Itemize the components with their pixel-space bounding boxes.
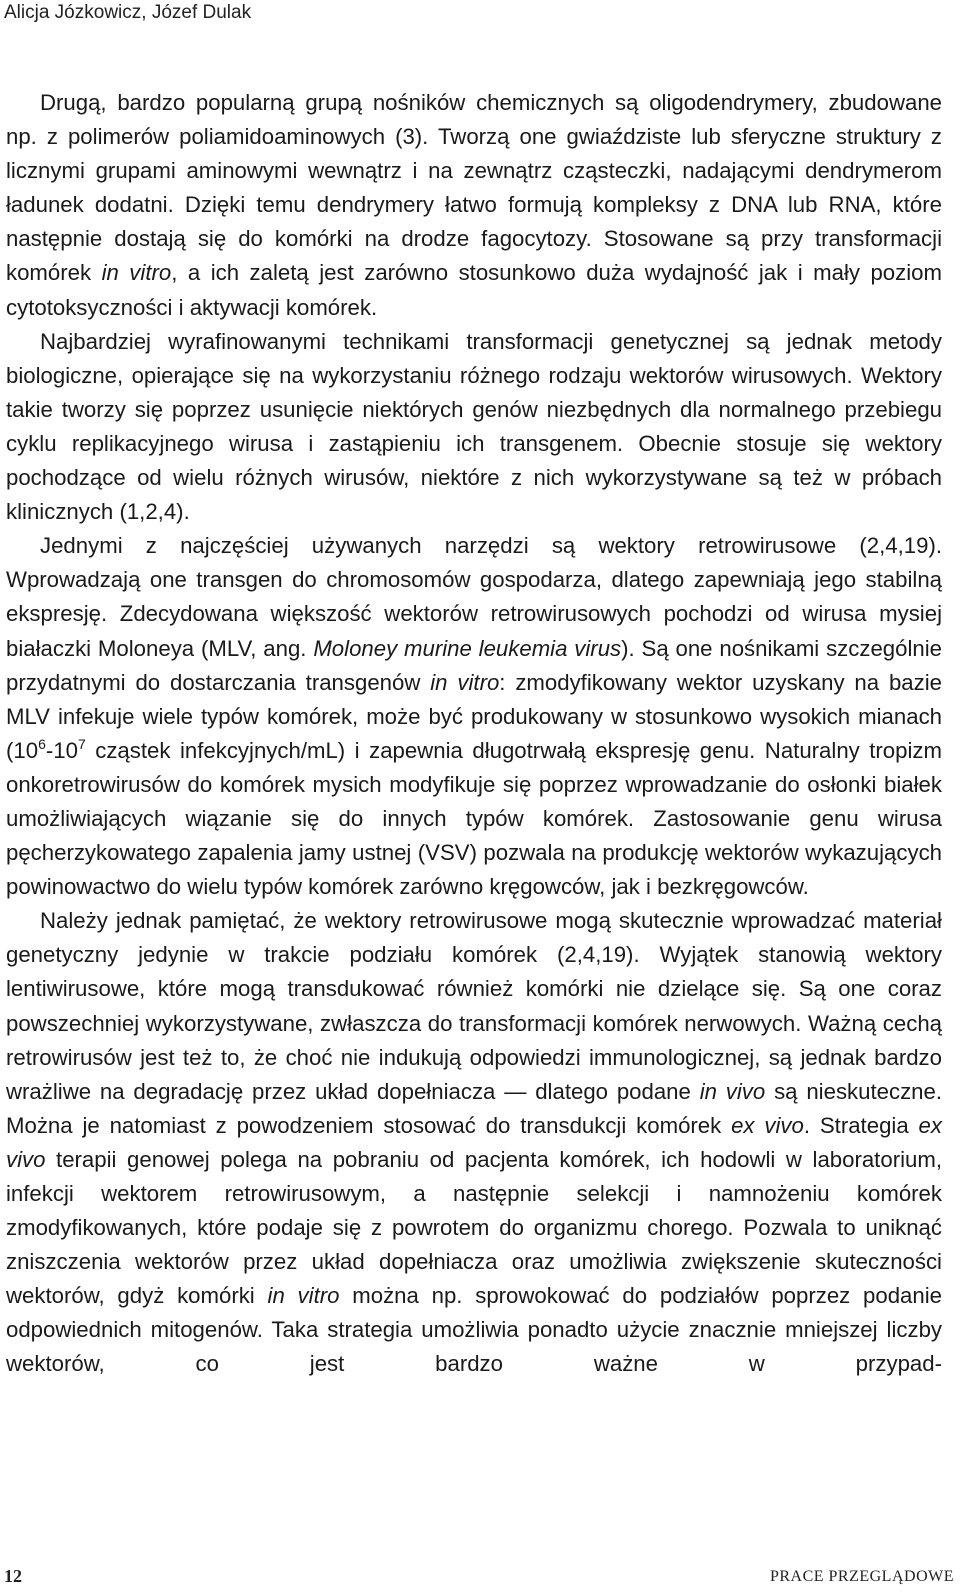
text-run: ). Są one nośnikami szczególnie przydatnymi do dostarczania transgenów bbox=[6, 635, 943, 695]
page-number: 12 bbox=[4, 1566, 22, 1586]
text-run: : zmodyfikowany wektor uzyskany na bazie MLV infekuje wiele typów komórek, może być produkowany w stosunkowo wysokich mianach (10 bbox=[6, 669, 942, 763]
paragraph bbox=[6, 529, 942, 904]
superscript: 7 bbox=[77, 735, 86, 752]
text-run: . Strategia bbox=[803, 1112, 919, 1138]
italic-term: ex vivo bbox=[731, 1112, 804, 1138]
paragraph bbox=[6, 325, 942, 530]
italic-term: in vitro bbox=[101, 260, 172, 286]
italic-term: Moloney murine leukemia virus bbox=[313, 635, 622, 661]
italic-term: ex vivo bbox=[6, 1112, 942, 1172]
paragraph bbox=[6, 904, 942, 1381]
text-run: Najbardziej wyrafinowanymi technikami transformacji genetycznej są jednak metody biologiczne, opierające się na wykorzystaniu różnego rodzaju wektorów wirusowych. Wektory takie tworzy się poprzez usunięcie niektórych genów niezbędnych dla normalnego przebiegu cyklu replikacyjnego wirusa i zastąpieniu ich transgenem. Obecnie stosuje się wektory pochodzące od wielu różnych wirusów, niektóre z nich wykorzystywane są też w próbach klinicznych (1,2,4). bbox=[6, 328, 942, 525]
text-run: można np. sprowokować do podziałów poprzez podanie odpowiednich mitogenów. Taka strategia umożliwia ponadto użycie znacznie mniejszej liczby wektorów, co jest bardzo ważne w przypad- bbox=[6, 1283, 942, 1377]
text-run: terapii genowej polega na pobraniu od pacjenta komórek, ich hodowli w laboratorium, infekcji wektorem retrowirusowym, a następnie selekcji i namnożeniu komórek zmodyfikowanych, które podaje się z powrotem do organizmu chorego. Pozwala to uniknąć zniszczenia wektorów przez układ dopełniacza oraz umożliwia zwiększenie skuteczności wektorów, gdyż komórki bbox=[6, 1146, 942, 1309]
text-run: -10 bbox=[45, 737, 78, 763]
text-run: cząstek infekcyjnych/mL) i zapewnia długotrwałą ekspresję genu. Naturalny tropizm onkoretrowirusów do komórek mysich modyfikuje się poprzez wprowadzanie do osłonki białek umożliwiających wiązanie się do innych typów komórek. Zastosowanie genu wirusa pęcherzykowatego zapalenia jamy ustnej (VSV) pozwala na produkcję wektorów wykazujących powinowactwo do wielu typów komórek zarówno kręgowców, jak i bezkręgowców. bbox=[6, 737, 942, 900]
paragraph bbox=[6, 86, 942, 325]
text-run: , a ich zaletą jest zarówno stosunkowo duża wydajność jak i mały poziom cytotoksyczności i aktywacji komórek. bbox=[6, 260, 942, 320]
text-run: Jednymi z najczęściej używanych narzędzi są wektory retrowirusowe (2,4,19). Wprowadzają one transgen do chromosomów gospodarza, dlatego zapewniają jego stabilną ekspresję. Zdecydowana większość wektorów retrowirusowych pochodzi od wirusa mysiej białaczki Moloneya (MLV, ang. bbox=[6, 533, 942, 661]
text-run: Drugą, bardzo popularną grupą nośników chemicznych są oligodendrymery, zbudowane np. z polimerów poliamidoaminowych (3). Tworzą one gwiaździste lub sferyczne struktury z licznymi grupami aminowymi wewnątrz i na zewnątrz cząsteczki, nadającymi dendrymerom ładunek dodatni. Dzięki temu dendrymery łatwo formują kompleksy z DNA lub RNA, które następnie dostają się do komórki na drodze fagocytozy. Stosowane są przy transformacji komórek bbox=[6, 90, 942, 286]
text-run: Należy jednak pamiętać, że wektory retrowirusowe mogą skutecznie wprowadzać materiał genetyczny jedynie w trakcie podziału komórek (2,4,19). Wyjątek stanowią wektory lentiwirusowe, które mogą transdukować również komórki nie dzielące się. Są one coraz powszechniej wykorzystywane, zwłaszcza do transformacji komórek nerwowych. Ważną cechą retrowirusów jest też to, że choć nie indukują odpowiedzi immunologicznej, są jednak bardzo wrażliwe na degradację przez układ dopełniacza — dlatego podane bbox=[6, 908, 942, 1104]
italic-term: in vitro bbox=[430, 669, 500, 695]
text-run: są nieskuteczne. Można je natomiast z powodzeniem stosować do transdukcji komórek bbox=[6, 1078, 943, 1138]
italic-term: in vitro bbox=[267, 1283, 340, 1309]
article-body bbox=[6, 86, 942, 1382]
italic-term: in vivo bbox=[699, 1078, 766, 1104]
superscript: 6 bbox=[38, 735, 46, 752]
running-header-authors: Alicja Józkowicz, Józef Dulak bbox=[4, 2, 252, 23]
journal-section-label: PRACE PRZEGLĄDOWE bbox=[769, 1568, 954, 1585]
